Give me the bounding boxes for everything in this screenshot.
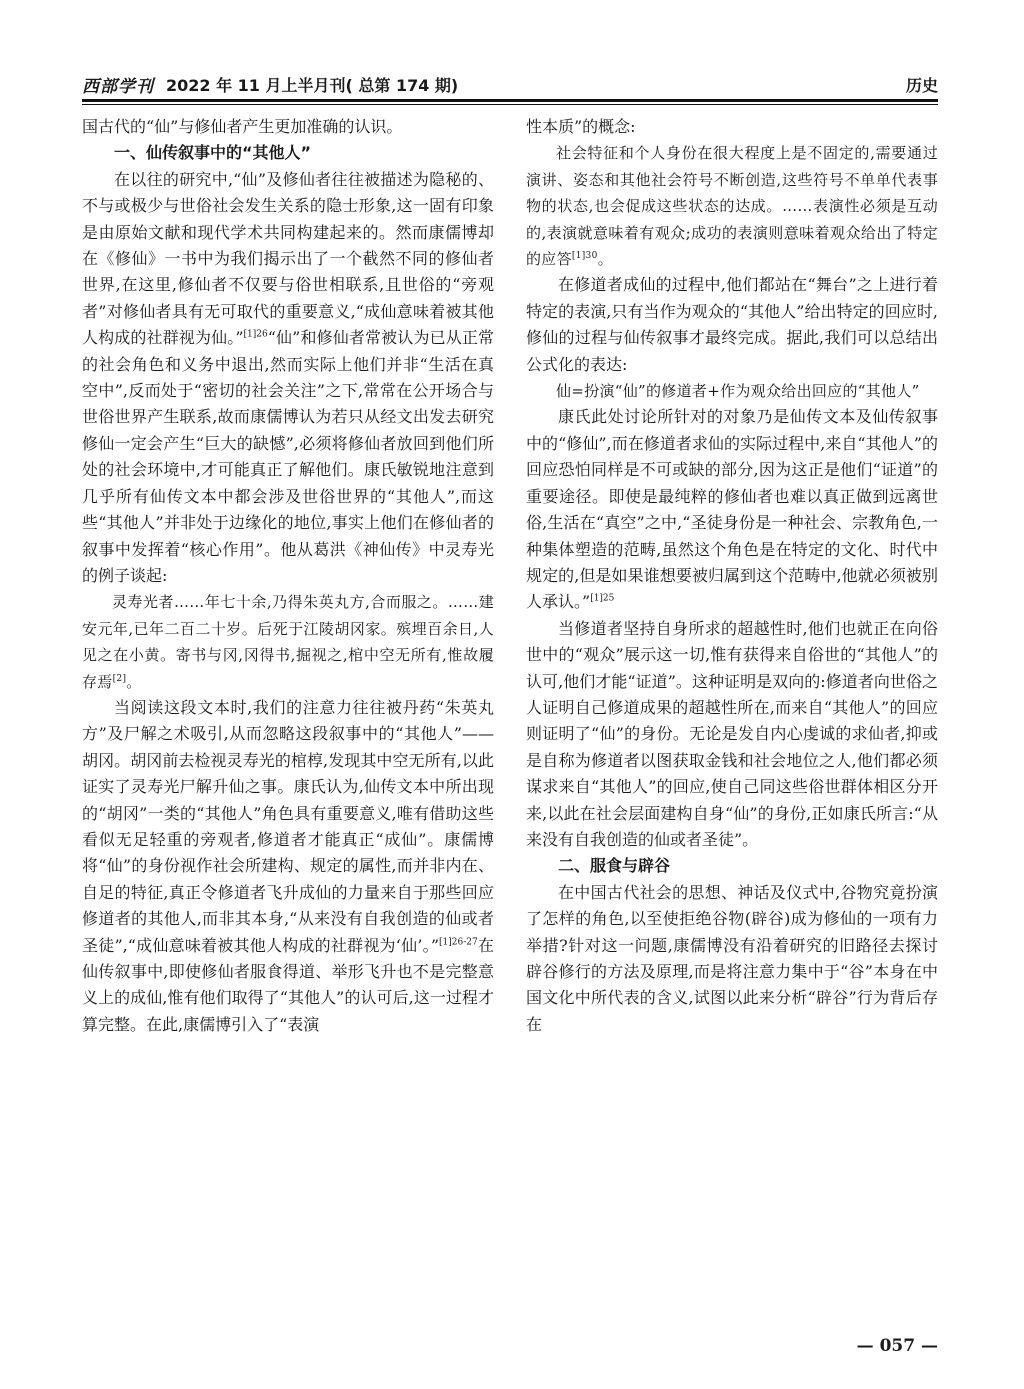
paragraph: 性本质”的概念: [526,117,636,136]
running-header [82,72,938,98]
paragraph [526,404,938,615]
paragraph: 当修道者坚持自身所求的超越性时,他们也就正在向俗世中的“观众”展示这一切,惟有获得来自俗世的“其他人”的认可,他们才能“证道”。这种证明是双向的:修道者向世俗之人证明自己修道成果的超越性所在,而来自“其他人”的回应则证明了“仙”的身份。无论是发自内心虔诚的求仙者,抑或是自称为修道者以图获取金钱和社会地位之人,他们都必须谋求来自“其他人”的回应,使自己同这些俗世群体相区分开来,以此在社会层面建构自身“仙”的身份,正如康氏所言:“从来没有自我创造的仙或者圣徒”。 [526,618,938,849]
paragraph-text: 在仙传叙事中,即使修仙者服食得道、举形飞升也不是完整意义上的成仙,惟有他们取得了“其他人”的认可后,这一过程才算完整。在此,康儒博引入了“表演 [82,935,494,1034]
citation: [2] [112,673,127,684]
right-column [526,114,938,1038]
paragraph-text: 康氏此处讨论所针对的对象乃是仙传文本及仙传叙事中的“修仙”,而在修道者求仙的实际过程中,来自“其他人”的回应恐怕同样是不可或缺的部分,因为这正是他们“证道”的重要途径。即使是最纯粹的修仙者也难以真正做到远离世俗,生活在“真空”之中,“圣徒身份是一种社会、宗教角色,一种集体塑造的范畴,虽然这个角色是在特定的文化、时代中规定的,但是如果谁想要被归属到这个范畴中,他就必须被别人承认。” [526,407,938,612]
issue-info: 2022 年 11 月上半月刊( 总第 174 期) [166,76,459,95]
block-quote [82,589,494,695]
quote-end: 。 [126,672,142,691]
section-heading: 一、仙传叙事中的“其他人” [114,143,312,163]
paragraph-text: 当阅读这段文本时,我们的注意力往往被丹药“朱英丸方”及尸解之术吸引,从而忽略这段叙事中的“其他人”——胡冈。胡冈前去检视灵寿光的棺椁,发现其中空无所有,以此证实了灵寿光尸解升仙之事。康氏认为,仙传文本中所出现的“胡冈”一类的“其他人”角色具有重要意义,唯有借助这些看似无足轻重的旁观者,修道者才能真正“成仙”。康儒博将“仙”的身份视作社会所建构、规定的属性,而并非内在、自足的特征,真正令修道者飞升成仙的力量来自于那些回应修道者的其他人,而非其本身,“从来没有自我创造的仙或者圣徒”,“成仙意味着被其他人构成的社群视为‘仙’。” [82,697,494,955]
citation: [1]26 [243,329,268,340]
paragraph [82,695,494,1038]
paragraph [82,167,494,590]
header-rule-thick [82,99,938,102]
paragraph: 在中国古代社会的思想、神话及仪式中,谷物究竟扮演了怎样的角色,以至使拒绝谷物(辟谷)成为修仙的一项有力举措?针对这一问题,康儒博没有沿着研究的旧路径去探讨辟谷修行的方法及原理,而是将注意力集中于“谷”本身在中国文化中所代表的含义,试图以此来分析“辟谷”行为背后存在 [526,882,938,1034]
paragraph-text: 在以往的研究中,“仙”及修仙者往往被描述为隐秘的、不与或极少与世俗社会发生关系的隐士形象,这一固有印象是由原始文献和现代学术共同构建起来的。然而康儒博却在《修仙》一书中为我们揭示出了一个截然不同的修仙者世界,在这里,修仙者不仅要与俗世相联系,且世俗的“旁观者”对修仙者具有无可取代的重要意义,“成仙意味着被其他人构成的社群视为仙。” [82,169,494,348]
quote-text: 灵寿光者……年七十余,乃得朱英丸方,合而服之。……建安元年,已年二百二十岁。后死于江陵胡冈家。殡埋百余日,人见之在小黄。寄书与冈,冈得书,掘视之,棺中空无所有,惟故履存焉 [82,593,494,691]
quote-end: 。 [597,250,613,269]
citation: [1]26-27 [439,937,478,948]
formula: 仙=扮演“仙”的修道者+作为观众给出回应的“其他人” [556,382,920,401]
paragraph: 在修道者成仙的过程中,他们都站在“舞台”之上进行着特定的表演,只有当作为观众的“其他人”给出特定的回应时,修仙的过程与仙传叙事才最终完成。据此,我们可以总结出公式化的表达: [526,275,938,374]
journal-logo: 西部学刊 [82,77,154,97]
block-quote [526,140,938,272]
quote-text: 社会特征和个人身份在很大程度上是不固定的,需要通过演讲、姿态和其他社会符号不断创造,这些符号不单单代表事物的状态,也会促成这些状态的达成。……表演性必须是互动的,表演就意味着有观众;成功的表演则意味着观众给出了特定的应答 [526,144,938,269]
left-column [82,114,494,1038]
paragraph-text: “仙”和修仙者常被认为已从正常的社会角色和义务中退出,然而实际上他们并非“生活在真空中”,反而处于“密切的社会关注”之下,常常在公开场合与世俗世界产生联系,故而康儒博认为若只从经文出发去研究修仙一定会产生“巨大的缺憾”,必须将修仙者放回到他们所处的社会环境中,才可能真正了解他们。康氏敏锐地注意到几乎所有仙传文本中都会涉及世俗世界的“其他人”,而这些“其他人”并非处于边缘化的地位,事实上他们在修仙者的叙事中发挥着“核心作用”。他从葛洪《神仙传》中灵寿光的例子谈起: [82,328,494,585]
citation: [1]30 [571,251,598,262]
section-heading: 二、服食与辟谷 [558,856,671,876]
paragraph: 国古代的“仙”与修仙者产生更加准确的认识。 [82,117,403,136]
citation: [1]25 [590,593,615,604]
page-number: — 057 — [856,1336,938,1356]
section-label: 历史 [905,76,938,95]
header-rule-thin [82,104,938,105]
